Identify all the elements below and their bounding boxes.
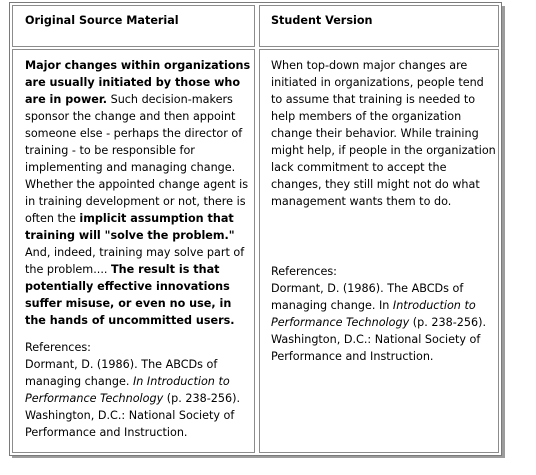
text-line bbox=[25, 295, 249, 312]
bold-text: potentially effective innovations bbox=[25, 280, 230, 293]
text-line: might help, if people in the organization bbox=[271, 144, 496, 157]
text-line: lack commitment to accept the bbox=[271, 161, 447, 174]
bold-text: implicit assumption that bbox=[79, 212, 234, 225]
original-source-text bbox=[25, 57, 249, 441]
reference-line bbox=[271, 297, 495, 314]
table-shadow-bottom bbox=[12, 456, 505, 458]
reference-line bbox=[25, 390, 249, 407]
bold-text: Major changes within organizations bbox=[25, 59, 251, 72]
spacer bbox=[271, 210, 495, 263]
reference-line bbox=[271, 314, 495, 331]
text-line: in training development or not, there is bbox=[25, 195, 246, 208]
reference-line: Dormant, D. (1986). The ABCDs of bbox=[271, 282, 464, 295]
header-original-source: Original Source Material bbox=[25, 14, 179, 27]
plain-text: managing change. In bbox=[271, 299, 393, 312]
reference-line: Washington, D.C.: National Society of bbox=[271, 333, 481, 346]
text-line bbox=[25, 74, 249, 91]
text-line: changes, they still might not do what bbox=[271, 178, 480, 191]
bold-text: suffer misuse, or even no use, in bbox=[25, 297, 232, 310]
plain-text: often the bbox=[25, 212, 80, 225]
text-line bbox=[25, 261, 249, 278]
text-line: training - to be responsible for bbox=[25, 144, 195, 157]
reference-line bbox=[25, 373, 249, 390]
bold-text: are in power. bbox=[25, 93, 108, 106]
reference-line: Performance and Instruction. bbox=[25, 426, 188, 439]
plain-text: (p. 238-256). bbox=[409, 316, 487, 329]
text-line bbox=[25, 210, 249, 227]
student-version-cell bbox=[259, 49, 499, 453]
reference-line: Dormant, D. (1986). The ABCDs of bbox=[25, 358, 218, 371]
text-line: initiated in organizations, people tend bbox=[271, 76, 484, 89]
bold-text: the hands of uncommitted users. bbox=[25, 314, 235, 327]
plain-text: Such decision-makers bbox=[107, 93, 233, 106]
text-line bbox=[25, 278, 249, 295]
header-cell-student bbox=[259, 5, 499, 47]
plain-text: the problem.... bbox=[25, 263, 111, 276]
text-line bbox=[25, 312, 249, 329]
bold-text: are usually initiated by those who bbox=[25, 76, 241, 89]
italic-text: In Introduction to bbox=[132, 375, 230, 388]
italic-text: Performance Technology bbox=[271, 316, 410, 329]
comparison-table bbox=[9, 2, 502, 456]
text-line: And, indeed, training may solve part of bbox=[25, 246, 245, 259]
text-line: implementing and managing change. bbox=[25, 161, 236, 174]
bold-text: training will "solve the problem." bbox=[25, 229, 235, 242]
original-source-cell bbox=[12, 49, 255, 453]
text-line: Whether the appointed change agent is bbox=[25, 178, 249, 191]
bold-text: The result is that bbox=[111, 263, 220, 276]
text-line bbox=[25, 57, 249, 74]
text-line: When top-down major changes are bbox=[271, 59, 468, 72]
text-line: change their behavior. While training bbox=[271, 127, 479, 140]
reference-line: Performance and Instruction. bbox=[271, 350, 434, 363]
italic-text: Introduction to bbox=[392, 299, 476, 312]
header-cell-original bbox=[12, 5, 255, 47]
references-label: References: bbox=[25, 341, 91, 354]
text-line bbox=[25, 227, 249, 244]
text-line: to assume that training is needed to bbox=[271, 93, 476, 106]
header-student-version: Student Version bbox=[271, 14, 373, 27]
plain-text: (p. 238-256). bbox=[163, 392, 241, 405]
text-line: someone else - perhaps the director of bbox=[25, 127, 243, 140]
student-version-text bbox=[271, 57, 495, 365]
text-line bbox=[25, 91, 249, 108]
spacer bbox=[25, 329, 249, 339]
references-label: References: bbox=[271, 265, 337, 278]
table-shadow-right bbox=[502, 6, 505, 458]
text-line: management wants them to do. bbox=[271, 195, 452, 208]
text-line: sponsor the change and then appoint bbox=[25, 110, 236, 123]
italic-text: Performance Technology bbox=[25, 392, 164, 405]
plain-text: managing change. bbox=[25, 375, 133, 388]
text-line: help members of the organization bbox=[271, 110, 462, 123]
reference-line: Washington, D.C.: National Society of bbox=[25, 409, 235, 422]
